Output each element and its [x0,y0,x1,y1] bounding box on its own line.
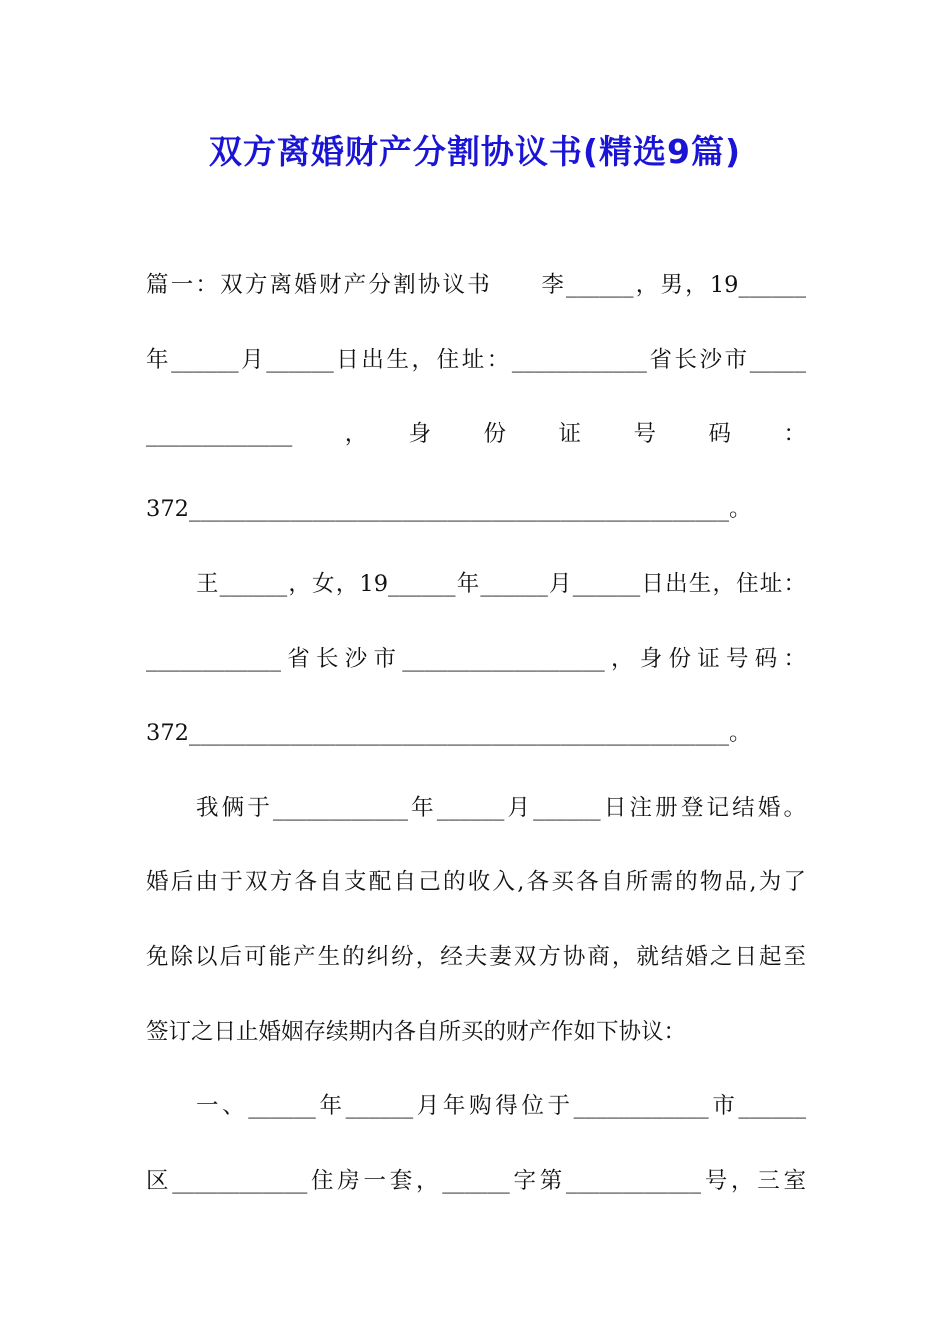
text-line-5: 王______，女，19______年______月______日出生，住址： [196,571,806,597]
text-line-9: 婚后由于双方各自支配自己的收入,各买各自所需的物品,为了 [146,869,806,895]
text-line-4: 372________________________________________________。 [146,496,752,522]
text-line-10: 免除以后可能产生的纠纷，经夫妻双方协商，就结婚之日起至 [146,944,806,970]
text-line-12: 一、______年______月年购得位于____________市______ [196,1093,806,1119]
text-line-6: ____________省长沙市__________________，身份证号码： [146,646,806,672]
text-line-13: 区____________住房一套，______字第____________号，三室 [146,1168,806,1194]
text-line-2: 年______月______日出生，住址：____________省长沙市_____ [146,347,806,373]
text-line-11: 签订之日止婚姻存续期内各自所买的财产作如下协议： [146,1019,687,1045]
text-line-3: _____________ ， 身 份 证 号 码 ： [146,421,806,447]
text-line-1: 篇一：双方离婚财产分割协议书 李______，男，19______ [146,272,806,298]
text-line-7: 372________________________________________________。 [146,720,752,746]
document-title: 双方离婚财产分割协议书(精选9篇) [208,132,742,171]
text-line-8: 我俩于____________年______月______日注册登记结婚。 [196,795,806,821]
